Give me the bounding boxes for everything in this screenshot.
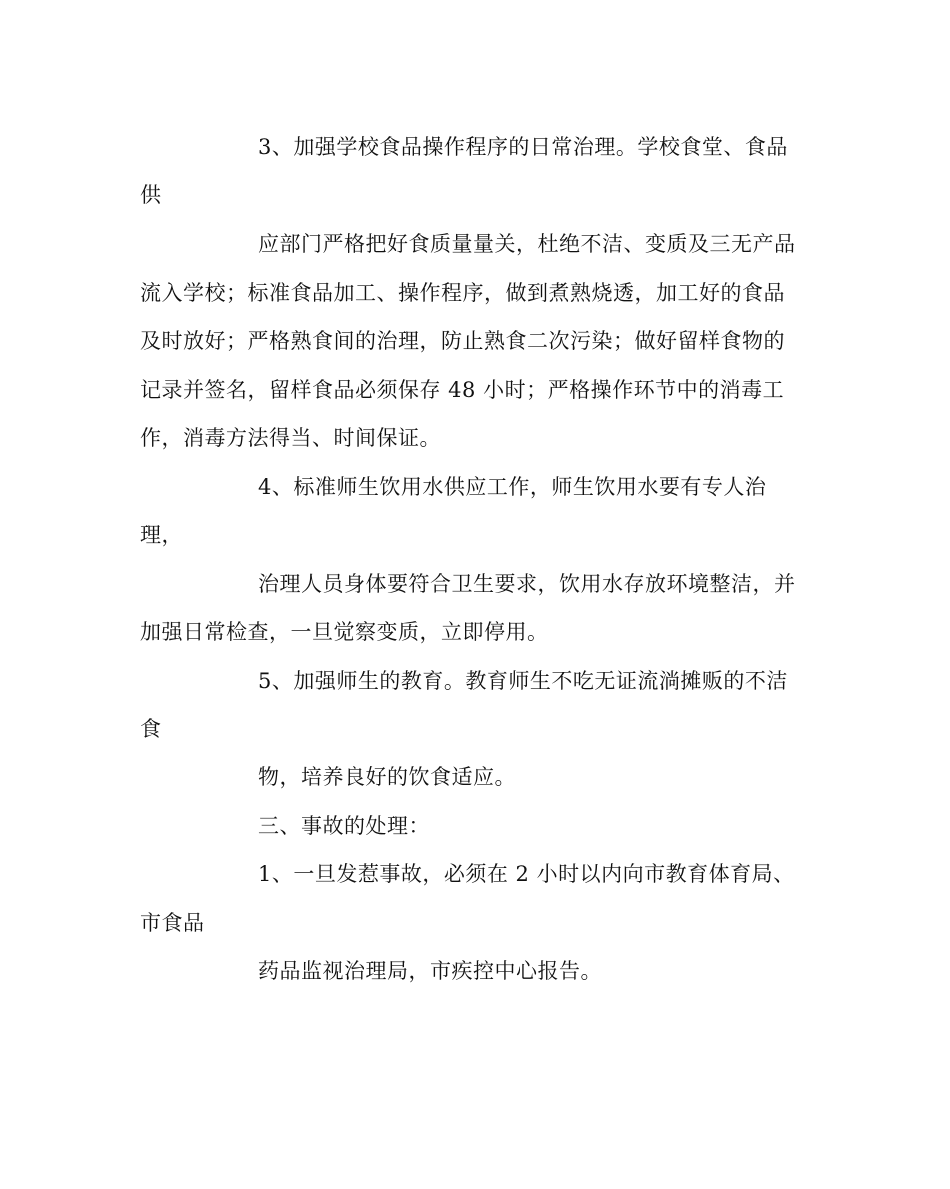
text-line: 食 [140,717,162,741]
text-line: 应部门严格把好食质量量关，杜绝不洁、变质及三无产品 [258,232,796,256]
section-heading: 三、事故的处理： [258,814,430,838]
text-line: 5、加强师生的教育。教育师生不吃无证流淌摊贩的不洁 [258,669,788,693]
text-line: 3、加强学校食品操作程序的日常治理。学校食堂、食品 [258,135,788,159]
text-line: 供 [140,183,162,207]
text-line: 理， [140,523,183,547]
text-line: 4、标准师生饮用水供应工作，师生饮用水要有专人治 [258,475,767,499]
text-line: 市食品 [140,911,205,935]
text-line: 记录并签名，留样食品必须保存 48 小时；严格操作环节中的消毒工 [140,378,785,402]
text-line: 流入学校；标准食品加工、操作程序，做到煮熟烧透，加工好的食品 [140,281,785,305]
text-line: 药品监视治理局，市疾控中心报告。 [258,959,602,983]
text-line: 作，消毒方法得当、时间保证。 [140,426,441,450]
text-line: 1、一旦发惹事故，必须在 2 小时以内向市教育体育局、 [258,862,795,886]
text-line: 加强日常检查，一旦觉察变质，立即停用。 [140,620,549,644]
text-line: 治理人员身体要符合卫生要求，饮用水存放环境整洁，并 [258,572,796,596]
text-line: 及时放好；严格熟食间的治理，防止熟食二次污染；做好留样食物的 [140,329,785,353]
text-line: 物，培养良好的饮食适应。 [258,765,516,789]
